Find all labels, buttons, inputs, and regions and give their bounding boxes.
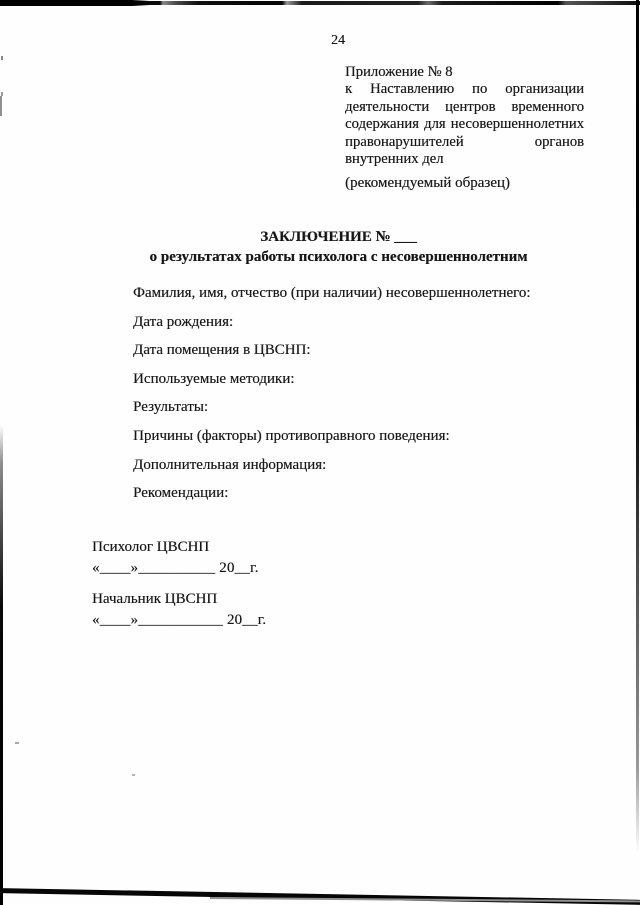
field-label-birth-date: Дата рождения: — [133, 313, 234, 330]
signature-role: Начальник ЦВСНП — [92, 591, 218, 607]
field-label-fio: Фамилия, имя, отчество (при наличии) несовершеннолетнего: — [133, 285, 531, 301]
page-number: 24 — [331, 33, 345, 48]
field-label-placement-date: Дата помещения в ЦВСНП: — [133, 342, 311, 359]
signature-block-chief — [92, 589, 412, 631]
scan-speck — [132, 774, 135, 776]
scan-speck — [1, 56, 3, 60]
document-title-line1: ЗАКЛЮЧЕНИЕ № ___ — [260, 229, 417, 245]
appendix-header — [345, 64, 584, 168]
scan-bottom-border — [0, 888, 640, 905]
signature-date-line: «____»__________ 20__г. — [92, 560, 259, 576]
scan-speck — [15, 742, 19, 744]
scan-left-artifact — [0, 96, 2, 116]
appendix-line: содержания для несовершеннолетних — [345, 116, 584, 133]
appendix-line: Приложение № 8 — [345, 64, 453, 80]
signature-block-psychologist — [92, 537, 412, 579]
appendix-line: к Наставлению по организации — [345, 81, 584, 98]
document-title — [90, 228, 587, 267]
field-label-recommendations: Рекомендации: — [133, 485, 229, 502]
signature-role: Психолог ЦВСНП — [92, 539, 210, 555]
recommended-sample-note: (рекомендуемый образец) — [345, 175, 510, 191]
field-label-causes: Причины (факторы) противоправного поведения: — [133, 427, 450, 444]
field-label-results: Результаты: — [133, 399, 208, 416]
appendix-line: правонарушителей органов — [345, 133, 584, 150]
scan-right-border — [636, 0, 639, 852]
field-label-extra-info: Дополнительная информация: — [133, 456, 327, 473]
form-fields — [133, 284, 593, 513]
appendix-line: внутренних дел — [345, 151, 444, 168]
document-title-line2: о результатах работы психолога с несовершеннолетним — [149, 248, 528, 265]
scan-speck — [1, 92, 3, 96]
signature-date-line: «____»___________ 20__г. — [92, 612, 267, 628]
appendix-line: деятельности центров временного — [345, 98, 584, 115]
scan-top-border-thick-segment — [0, 0, 150, 6]
field-label-methods: Используемые методики: — [133, 370, 295, 387]
scan-left-border — [0, 425, 3, 905]
